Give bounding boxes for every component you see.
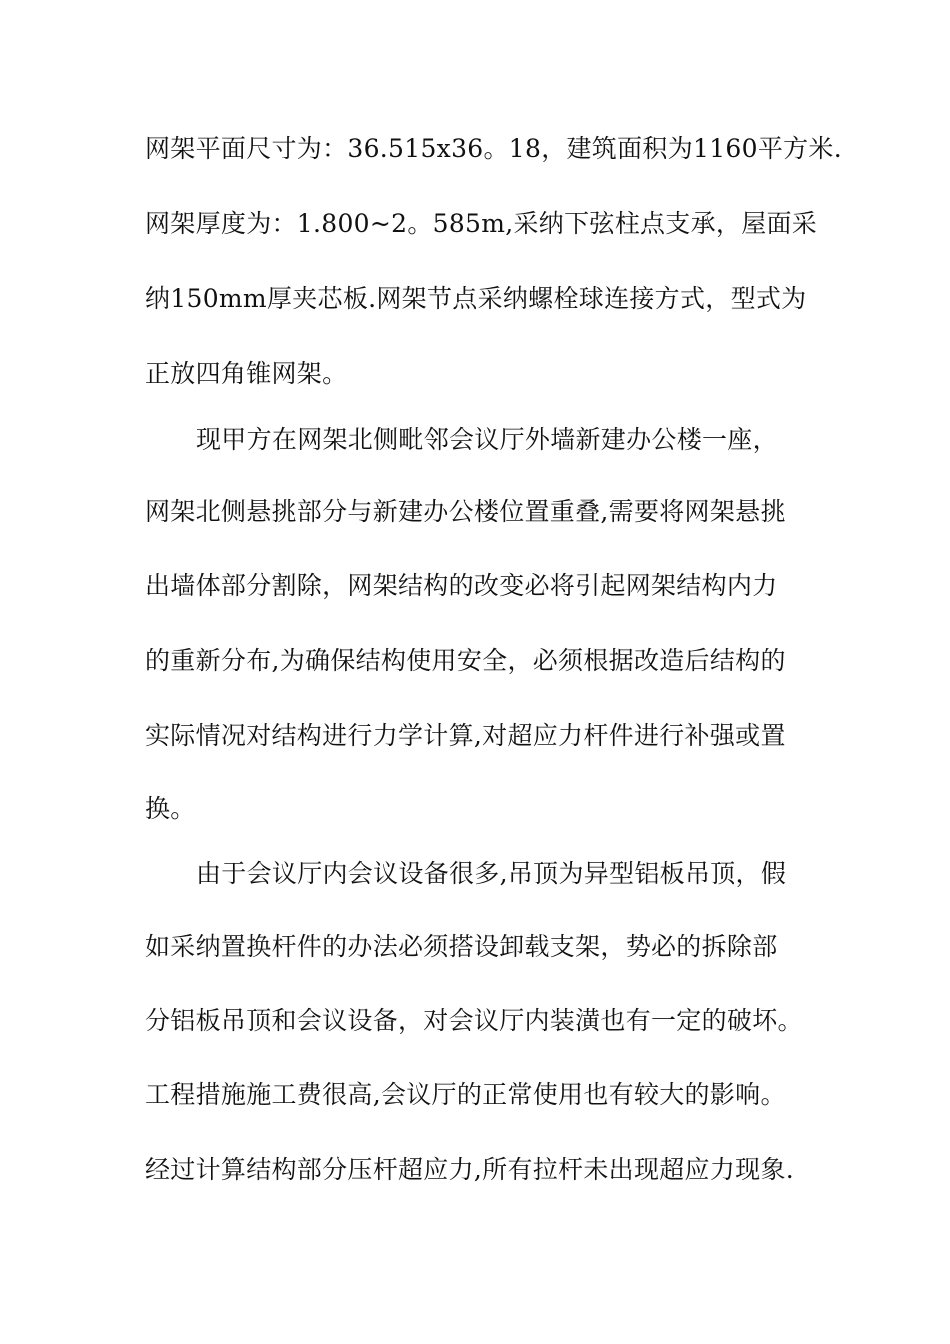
paragraph-first-line: 由于会议厅内会议设备很多,吊顶为异型铝板吊顶，假 [196,859,787,888]
text-line: 网架北侧悬挑部分与新建办公楼位置重叠,需要将网架悬挑 [145,497,786,526]
text-line: 网架平面尺寸为：36.515x36。18，建筑面积为1160平方米. [145,134,842,163]
paragraph-first-line: 现甲方在网架北侧毗邻会议厅外墙新建办公楼一座， [196,425,778,454]
text-line: 经过计算结构部分压杆超应力,所有拉杆未出现超应力现象. [145,1155,794,1184]
text-line: 正放四角锥网架。 [145,359,348,388]
text-line: 纳150mm厚夹芯板.网架节点采纳螺栓球连接方式，型式为 [145,284,807,313]
text-line: 的重新分布,为确保结构使用安全，必须根据改造后结构的 [145,646,786,675]
text-line: 实际情况对结构进行力学计算,对超应力杆件进行补强或置 [145,721,786,750]
text-line: 如采纳置换杆件的办法必须搭设卸载支架，势必的拆除部 [145,932,778,961]
text-line: 出墙体部分割除，网架结构的改变必将引起网架结构内力 [145,571,778,600]
text-line: 工程措施施工费很高,会议厅的正常使用也有较大的影响。 [145,1080,786,1109]
text-line: 网架厚度为：1.800~2。585m,采纳下弦柱点支承，屋面采 [145,209,818,238]
text-line: 分铝板吊顶和会议设备，对会议厅内装潢也有一定的破坏。 [145,1006,803,1035]
text-line: 换。 [145,794,196,823]
